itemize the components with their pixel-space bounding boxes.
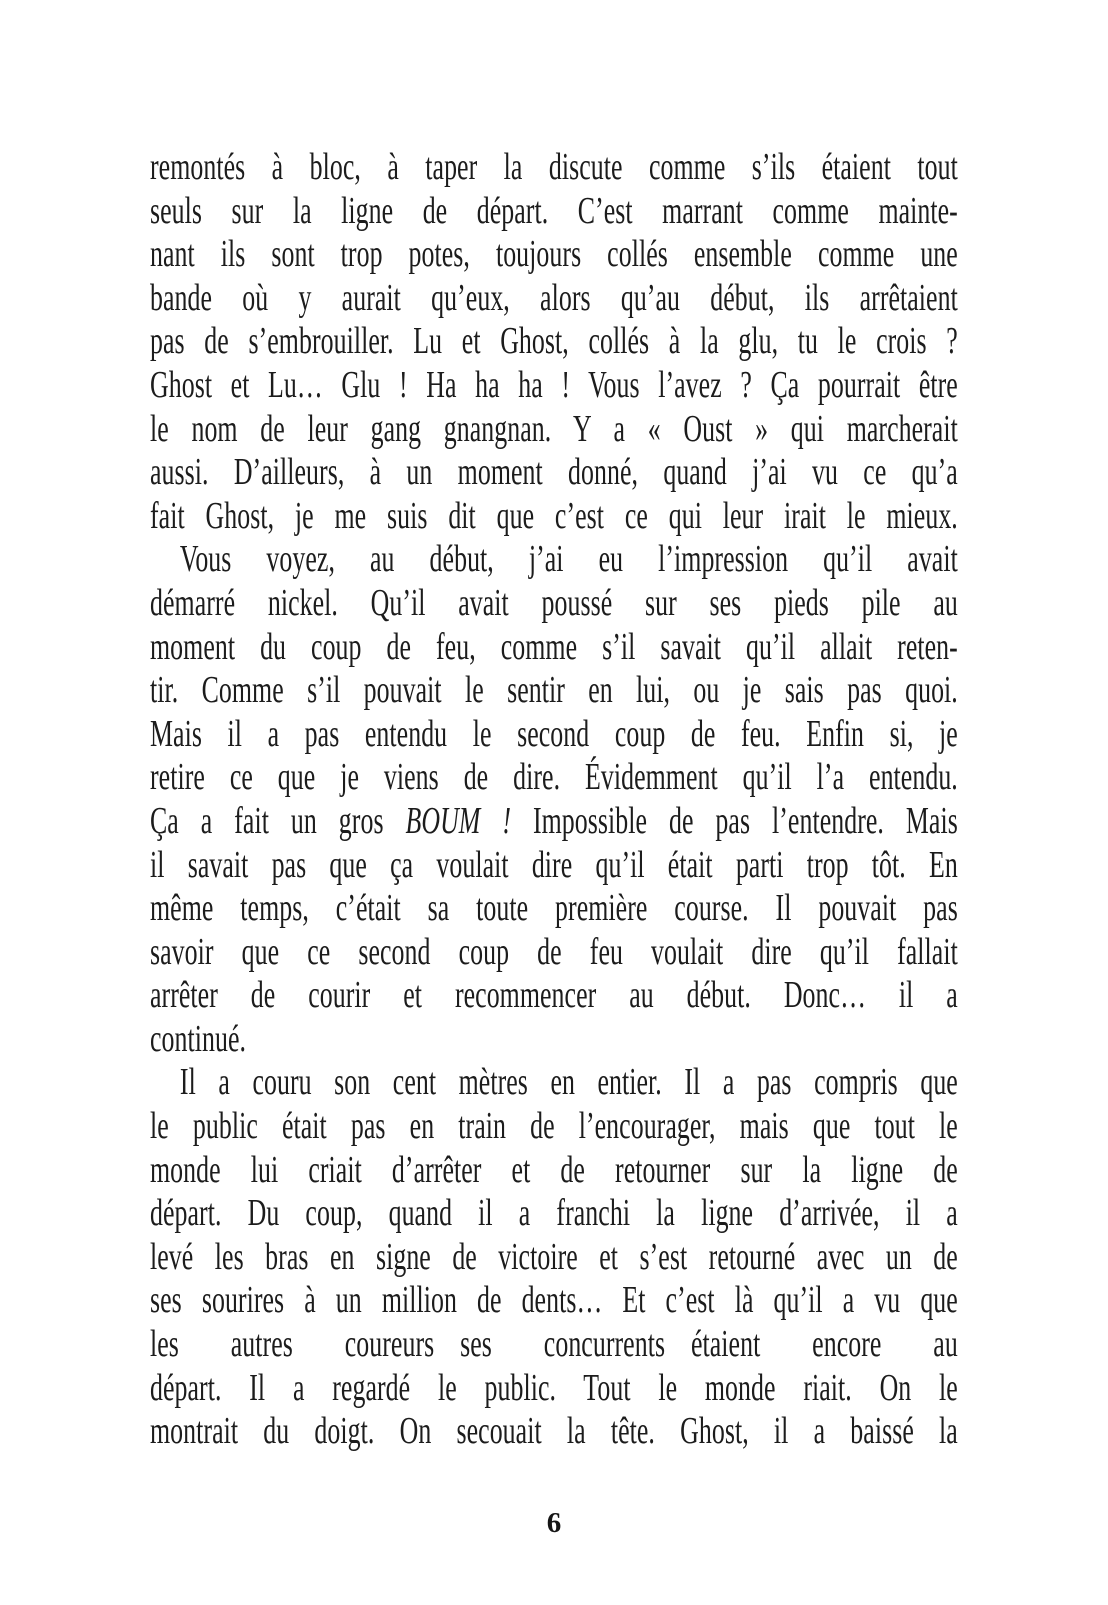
text-line: [150, 974, 958, 1018]
text-segment: moment du coup de feu, comme s’il savait qu’il allait reten-: [150, 625, 958, 668]
text-segment: le public était pas en train de l’encourager, mais que tout le: [150, 1105, 958, 1148]
text-segment: le nom de leur gang gnangnan. Y a « Oust » qui marcherait: [150, 407, 958, 450]
text-line: [150, 1018, 958, 1062]
text-line: [150, 582, 958, 626]
text-line: [150, 538, 958, 582]
text-line: [150, 408, 958, 452]
text-line: [150, 495, 958, 539]
text-line: [150, 277, 958, 321]
text-segment: montrait du doigt. On secouait la tête. Ghost, il a baissé la: [150, 1410, 958, 1453]
text-line: [150, 844, 958, 888]
paragraph: [150, 538, 958, 1061]
text-segment: levé les bras en signe de victoire et s’est retourné avec un de: [150, 1235, 958, 1278]
text-segment: ses sourires à un million de dents… Et c’est là qu’il a vu que: [150, 1279, 958, 1322]
text-segment: continué.: [150, 1017, 247, 1060]
text-segment: départ. Il a regardé le public. Tout le monde riait. On le: [150, 1366, 958, 1409]
text-segment: retire ce que je viens de dire. Évidemment qu’il l’a entendu.: [150, 756, 958, 799]
text-segment: départ. Du coup, quand il a franchi la ligne d’arrivée, il a: [150, 1192, 958, 1235]
text-segment: seuls sur la ligne de départ. C’est marrant comme mainte-: [150, 189, 958, 232]
body-text: [150, 146, 958, 1454]
paragraph: [150, 1061, 958, 1453]
text-segment: aussi. D’ailleurs, à un moment donné, quand j’ai vu ce qu’a: [150, 451, 958, 494]
text-line: [150, 320, 958, 364]
text-line: [150, 756, 958, 800]
text-line: [150, 1192, 958, 1236]
text-line: [150, 364, 958, 408]
text-line: [150, 190, 958, 234]
text-line: [150, 1367, 958, 1411]
text-line: [150, 1279, 958, 1323]
page-text-block: [150, 146, 958, 1454]
text-line: [150, 931, 958, 975]
text-line: [150, 626, 958, 670]
text-segment: savoir que ce second coup de feu voulait dire qu’il fallait: [150, 930, 958, 973]
text-line: [150, 451, 958, 495]
text-line: [150, 800, 958, 844]
text-segment: fait Ghost, je me suis dit que c’est ce qui leur irait le mieux.: [150, 494, 958, 537]
text-line: [150, 146, 958, 190]
text-line: [150, 669, 958, 713]
text-line: [150, 887, 958, 931]
text-segment: Vous voyez, au début, j’ai eu l’impression qu’il avait: [179, 538, 958, 581]
text-line: [150, 1236, 958, 1280]
text-segment: bande où y aurait qu’eux, alors qu’au début, ils arrêtaient: [150, 276, 958, 319]
text-line: [150, 1105, 958, 1149]
italic-text-segment: BOUM !: [405, 799, 512, 842]
text-segment: il savait pas que ça voulait dire qu’il était parti trop tôt. En: [150, 843, 958, 886]
text-segment: nant ils sont trop potes, toujours collés ensemble comme une: [150, 233, 958, 276]
text-segment: Mais il a pas entendu le second coup de feu. Enfin si, je: [150, 712, 958, 755]
text-segment: remontés à bloc, à taper la discute comme s’ils étaient tout: [150, 146, 958, 188]
paragraph: [150, 146, 958, 538]
text-line: [150, 233, 958, 277]
text-segment: les autres coureurs ses concurrents étaient encore au: [150, 1323, 958, 1366]
text-segment: même temps, c’était sa toute première course. Il pouvait pas: [150, 887, 958, 930]
page-number: 6: [546, 1507, 562, 1539]
text-segment: arrêter de courir et recommencer au début. Donc… il a: [150, 974, 958, 1017]
text-line: [150, 1149, 958, 1193]
text-line: [150, 1061, 958, 1105]
text-line: [150, 713, 958, 757]
text-segment: tir. Comme s’il pouvait le sentir en lui, ou je sais pas quoi.: [150, 669, 958, 712]
text-segment: démarré nickel. Qu’il avait poussé sur ses pieds pile au: [150, 581, 958, 624]
text-segment: pas de s’embrouiller. Lu et Ghost, collés à la glu, tu le crois ?: [150, 320, 958, 363]
text-line: [150, 1410, 958, 1454]
text-line: [150, 1323, 958, 1367]
text-segment: Il a couru son cent mètres en entier. Il a pas compris que: [179, 1061, 958, 1104]
text-segment: Impossible de pas l’entendre. Mais: [511, 799, 958, 842]
text-segment: Ça a fait un gros: [150, 799, 406, 842]
text-segment: Ghost et Lu… Glu ! Ha ha ha ! Vous l’avez ? Ça pourrait être: [150, 363, 958, 406]
text-segment: monde lui criait d’arrêter et de retourner sur la ligne de: [150, 1148, 958, 1191]
